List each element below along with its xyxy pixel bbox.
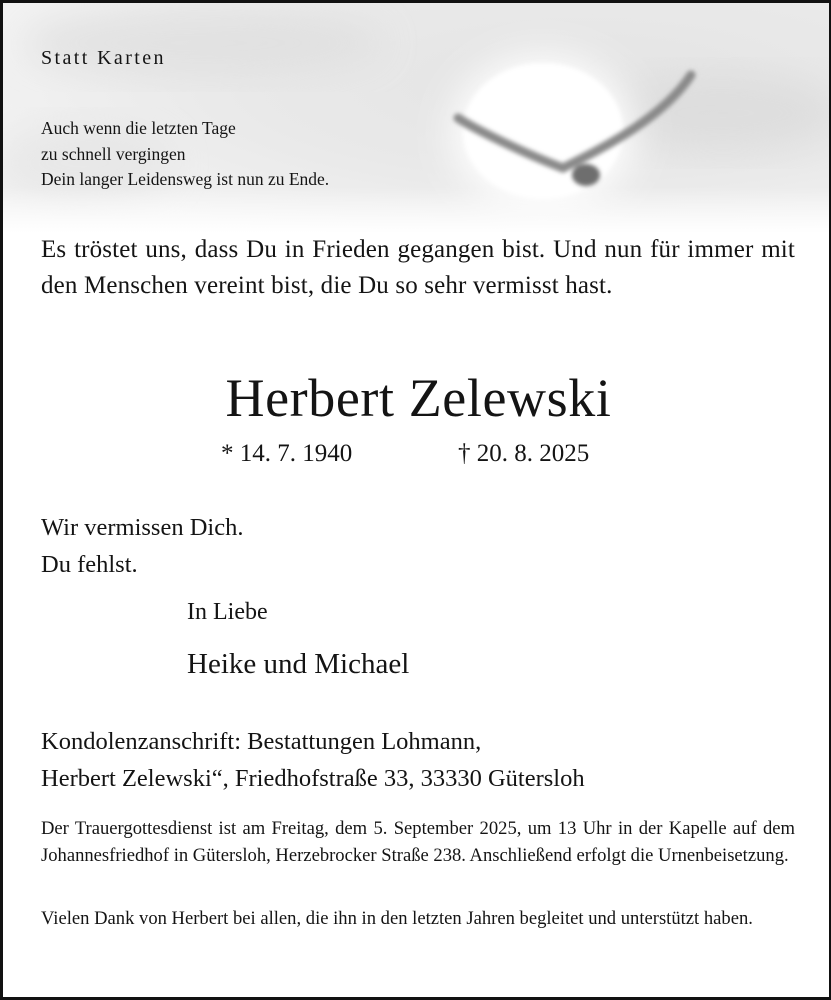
in-love-label: In Liebe <box>187 599 268 625</box>
condolence-address <box>41 723 585 797</box>
poem-line: Dein langer Leidensweg ist nun zu Ende. <box>41 169 330 189</box>
mourners-names: Heike und Michael <box>187 648 410 680</box>
poem-line: Auch wenn die letzten Tage <box>41 118 236 138</box>
deceased-name: Herbert Zelewski <box>225 368 612 428</box>
birth-date: * 14. 7. 1940 <box>221 440 353 467</box>
poem-line: zu schnell vergingen <box>41 143 186 164</box>
consolation-text: Es tröstet uns, dass Du in Frieden gegangen bist. Und nun für immer mit den Menschen vereint bist, die Du so sehr vermisst hast. <box>41 236 795 299</box>
funeral-service-info: Der Trauergottesdienst ist am Freitag, dem 5. September 2025, um 13 Uhr in der Kapelle auf dem Johannesfriedhof in Gütersloh, Herzebrocker Straße 238. Anschließend erfolgt die Urnenbeisetzung. <box>41 818 795 866</box>
missing-message <box>41 509 243 583</box>
poem <box>41 116 329 193</box>
statt-karten-label: Statt Karten <box>41 47 166 69</box>
missing-line: Du fehlst. <box>41 551 138 578</box>
thanks-message: Vielen Dank von Herbert bei allen, die ihn in den letzten Jahren begleitet und unterstützt haben. <box>41 908 753 929</box>
address-line: Kondolenzanschrift: Bestattungen Lohmann, <box>41 728 482 755</box>
address-line: Herbert Zelewski“, Friedhofstraße 33, 33330 Gütersloh <box>41 765 585 792</box>
death-date: † 20. 8. 2025 <box>458 440 590 467</box>
missing-line: Wir vermissen Dich. <box>41 514 244 541</box>
